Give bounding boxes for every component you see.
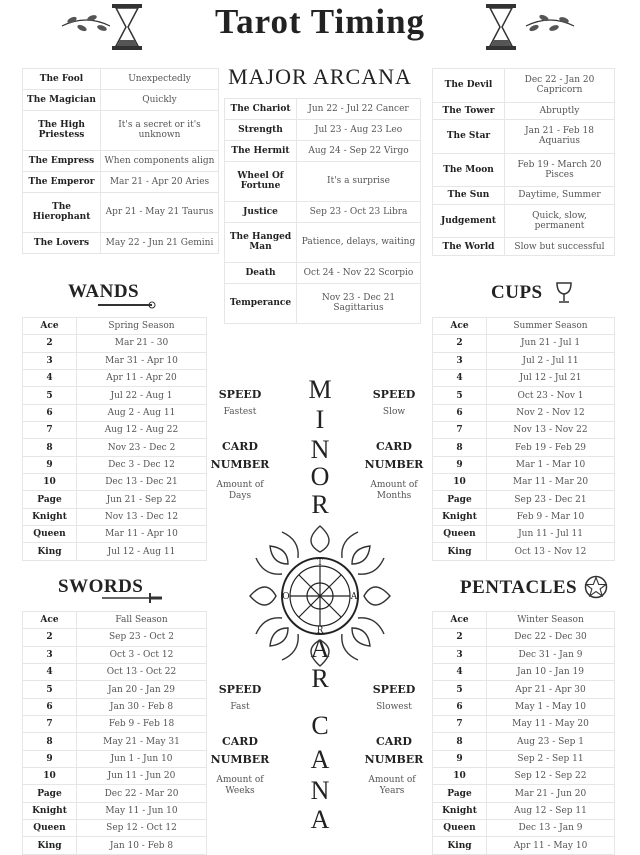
pentacles-card-name: 9	[433, 750, 487, 767]
major-center-row	[225, 140, 421, 161]
swords-card-name: Page	[23, 785, 77, 802]
wands-table	[22, 317, 207, 561]
major-left-row	[23, 89, 219, 110]
cups-speed-label: SPEED	[372, 388, 416, 401]
minor-letter: O	[310, 462, 330, 491]
swords-card-name: 8	[23, 733, 77, 750]
wands-card-name: 10	[23, 474, 77, 491]
pentacles-card-name: Knight	[433, 802, 487, 819]
major-left-card-name: The Lovers	[23, 232, 101, 253]
swords-table	[22, 611, 207, 855]
cups-row	[433, 491, 615, 508]
pentacles-row	[433, 768, 615, 785]
major-left-row	[23, 171, 219, 192]
major-center-timing-value: Jun 22 - Jul 22 Cancer	[297, 99, 421, 120]
wands-card-name: 6	[23, 404, 77, 421]
major-right-card-name: The Sun	[433, 187, 505, 205]
cups-timing-value: Feb 19 - Feb 29	[487, 439, 615, 456]
major-center-row	[225, 99, 421, 120]
major-center-timing-value: Sep 23 - Oct 23 Libra	[297, 201, 421, 222]
cups-timing-value: Mar 11 - Mar 20	[487, 474, 615, 491]
wands-row	[23, 543, 207, 561]
major-left-table	[22, 68, 219, 254]
wands-row	[23, 404, 207, 421]
wheel-letter: R	[316, 626, 324, 636]
major-left-timing-value: May 22 - Jun 21 Gemini	[101, 232, 219, 253]
wands-timing-value: Mar 21 - 30	[77, 335, 207, 352]
swords-speed-value: Fast	[230, 702, 250, 712]
major-center-card-name: Wheel Of Fortune	[225, 161, 297, 201]
pentacles-row	[433, 837, 615, 855]
wands-number-label: NUMBER	[210, 458, 270, 471]
pentacles-timing-value: Dec 22 - Dec 30	[487, 629, 615, 646]
minor-letter: M	[308, 375, 332, 404]
pentacles-card-name: 8	[433, 733, 487, 750]
cups-row	[433, 318, 615, 335]
cups-row	[433, 439, 615, 456]
pentacles-row	[433, 681, 615, 698]
major-center-card-name: Justice	[225, 201, 297, 222]
cups-row	[433, 474, 615, 491]
cups-title: CUPS	[491, 282, 543, 303]
major-left-card-name: The Magician	[23, 89, 101, 110]
major-left-timing-value: Quickly	[101, 89, 219, 110]
wands-row	[23, 508, 207, 525]
wands-timing-value: Mar 31 - Apr 10	[77, 352, 207, 369]
cups-row	[433, 335, 615, 352]
swords-row	[23, 716, 207, 733]
swords-timing-value: Dec 22 - Mar 20	[77, 785, 207, 802]
cups-timing-value: Mar 1 - Mar 10	[487, 456, 615, 473]
pentacles-timing-value: Apr 21 - Apr 30	[487, 681, 615, 698]
major-right-timing-value: Dec 22 - Jan 20 Capricorn	[505, 69, 615, 103]
pentacles-row	[433, 664, 615, 681]
wands-card-name: 3	[23, 352, 77, 369]
pentacles-timing-value: Aug 12 - Sep 11	[487, 802, 615, 819]
wands-card-name: 7	[23, 422, 77, 439]
cups-row	[433, 543, 615, 561]
major-left-row	[23, 69, 219, 90]
pentacles-title: PENTACLES	[460, 577, 578, 598]
major-center-timing-value: It's a surprise	[297, 161, 421, 201]
wands-row	[23, 352, 207, 369]
pentacles-row	[433, 646, 615, 663]
pentacles-row	[433, 733, 615, 750]
cups-table	[432, 317, 615, 561]
swords-timing-value: Feb 9 - Feb 18	[77, 716, 207, 733]
major-center-table	[224, 98, 421, 324]
cups-row	[433, 370, 615, 387]
cups-card-name: 9	[433, 456, 487, 473]
swords-row	[23, 733, 207, 750]
major-center-timing-value: Nov 23 - Dec 21 Sagittarius	[297, 283, 421, 323]
swords-timing-value: Oct 13 - Oct 22	[77, 664, 207, 681]
major-center-timing-value: Jul 23 - Aug 23 Leo	[297, 119, 421, 140]
wands-timing-value: Dec 13 - Dec 21	[77, 474, 207, 491]
major-right-row	[433, 120, 615, 154]
arcana-letter: A	[310, 745, 330, 774]
cups-timing-value: Nov 2 - Nov 12	[487, 404, 615, 421]
swords-number-label: NUMBER	[210, 753, 270, 766]
cups-card-name: King	[433, 543, 487, 561]
major-left-card-name: The Hierophant	[23, 192, 101, 232]
major-left-timing-value: It's a secret or it's unknown	[101, 110, 219, 150]
pentacles-row	[433, 629, 615, 646]
swords-row	[23, 785, 207, 802]
wands-card-name: Ace	[23, 318, 77, 335]
cups-card-label: CARD	[376, 440, 412, 453]
hourglass-icon	[484, 2, 518, 52]
cups-amount: Amount of Months	[370, 480, 418, 501]
wands-timing-value: Spring Season	[77, 318, 207, 335]
major-center-row	[225, 201, 421, 222]
cups-timing-value: Feb 9 - Mar 10	[487, 508, 615, 525]
cups-card-name: 8	[433, 439, 487, 456]
arcana-letter: R	[311, 664, 329, 693]
cups-card-name: 7	[433, 422, 487, 439]
swords-card-name: 6	[23, 698, 77, 715]
wands-card-name: 4	[23, 370, 77, 387]
swords-timing-value: May 11 - Jun 10	[77, 802, 207, 819]
swords-timing-value: Jun 11 - Jun 20	[77, 768, 207, 785]
wands-timing-value: Nov 23 - Dec 2	[77, 439, 207, 456]
pentacles-timing-value: Dec 13 - Jan 9	[487, 820, 615, 837]
cups-card-name: 2	[433, 335, 487, 352]
major-center-row	[225, 262, 421, 283]
wheel-letter: T	[316, 558, 324, 568]
pentacles-timing-value: May 1 - May 10	[487, 698, 615, 715]
wands-timing-value: Aug 2 - Aug 11	[77, 404, 207, 421]
swords-row	[23, 629, 207, 646]
wands-card-label: CARD	[222, 440, 258, 453]
wheel-letter: O	[282, 592, 290, 602]
swords-card-name: King	[23, 837, 77, 855]
wands-row	[23, 370, 207, 387]
wands-row	[23, 456, 207, 473]
pentacles-card-name: 10	[433, 768, 487, 785]
minor-letter: I	[315, 405, 325, 434]
swords-card-name: 9	[23, 750, 77, 767]
major-center-card-name: Strength	[225, 119, 297, 140]
major-center-card-name: Death	[225, 262, 297, 283]
major-left-row	[23, 150, 219, 171]
swords-card-name: 7	[23, 716, 77, 733]
major-right-row	[433, 187, 615, 205]
major-right-timing-value: Feb 19 - March 20 Pisces	[505, 153, 615, 187]
cups-card-name: Page	[433, 491, 487, 508]
pentacles-card-name: 7	[433, 716, 487, 733]
major-right-row	[433, 102, 615, 120]
wands-timing-value: Mar 11 - Apr 10	[77, 526, 207, 543]
major-right-card-name: The Tower	[433, 102, 505, 120]
pentacles-row	[433, 820, 615, 837]
cups-timing-value: Nov 13 - Nov 22	[487, 422, 615, 439]
chalice-icon	[554, 281, 574, 305]
major-center-row	[225, 161, 421, 201]
wands-row	[23, 474, 207, 491]
pentacles-timing-value: Sep 2 - Sep 11	[487, 750, 615, 767]
swords-timing-value: Fall Season	[77, 612, 207, 629]
wands-timing-value: Jul 22 - Aug 1	[77, 387, 207, 404]
pentacles-card-name: King	[433, 837, 487, 855]
minor-letter: R	[311, 490, 329, 519]
cups-row	[433, 526, 615, 543]
pentacles-card-name: 6	[433, 698, 487, 715]
pentacles-timing-value: Aug 23 - Sep 1	[487, 733, 615, 750]
cups-card-name: Ace	[433, 318, 487, 335]
pentacles-timing-value: Apr 11 - May 10	[487, 837, 615, 855]
right-vine-icon	[524, 12, 576, 38]
pentacles-row	[433, 716, 615, 733]
major-right-card-name: The Star	[433, 120, 505, 154]
cups-timing-value: Jun 11 - Jul 11	[487, 526, 615, 543]
wand-icon	[96, 300, 156, 310]
wands-card-name: 5	[23, 387, 77, 404]
pentacles-amount: Amount of Years	[368, 775, 416, 796]
wands-row	[23, 318, 207, 335]
swords-row	[23, 664, 207, 681]
major-center-row	[225, 222, 421, 262]
wands-card-name: Knight	[23, 508, 77, 525]
pentacles-timing-value: Sep 12 - Sep 22	[487, 768, 615, 785]
major-right-card-name: The World	[433, 238, 505, 256]
swords-timing-value: Jan 10 - Feb 8	[77, 837, 207, 855]
pentacles-card-name: Queen	[433, 820, 487, 837]
cups-row	[433, 422, 615, 439]
major-left-row	[23, 232, 219, 253]
major-right-table	[432, 68, 615, 256]
arcana-letter: C	[311, 711, 329, 740]
wands-row	[23, 526, 207, 543]
swords-row	[23, 646, 207, 663]
minor-letter: N	[310, 435, 330, 464]
major-left-card-name: The High Priestess	[23, 110, 101, 150]
wands-card-name: King	[23, 543, 77, 561]
major-right-row	[433, 238, 615, 256]
swords-card-name: 5	[23, 681, 77, 698]
wands-card-name: 8	[23, 439, 77, 456]
major-right-row	[433, 69, 615, 103]
cups-row	[433, 352, 615, 369]
pentacles-timing-value: Mar 21 - Jun 20	[487, 785, 615, 802]
pentacles-row	[433, 698, 615, 715]
major-left-timing-value: Apr 21 - May 21 Taurus	[101, 192, 219, 232]
arcana-letter: A	[310, 634, 330, 663]
wands-timing-value: Nov 13 - Dec 12	[77, 508, 207, 525]
swords-card-name: Queen	[23, 820, 77, 837]
cups-row	[433, 508, 615, 525]
pentacles-speed-label: SPEED	[372, 683, 416, 696]
arcana-letter: N	[310, 776, 330, 805]
cups-row	[433, 404, 615, 421]
pentacles-row	[433, 785, 615, 802]
swords-card-name: 3	[23, 646, 77, 663]
cups-number-label: NUMBER	[364, 458, 424, 471]
cups-timing-value: Summer Season	[487, 318, 615, 335]
swords-timing-value: May 21 - May 31	[77, 733, 207, 750]
swords-row	[23, 698, 207, 715]
major-left-row	[23, 110, 219, 150]
major-center-timing-value: Aug 24 - Sep 22 Virgo	[297, 140, 421, 161]
major-center-card-name: The Hermit	[225, 140, 297, 161]
cups-timing-value: Jun 21 - Jul 1	[487, 335, 615, 352]
swords-timing-value: Jun 1 - Jun 10	[77, 750, 207, 767]
pentacles-number-label: NUMBER	[364, 753, 424, 766]
wands-timing-value: Aug 12 - Aug 22	[77, 422, 207, 439]
swords-row	[23, 837, 207, 855]
pentacles-card-name: Ace	[433, 612, 487, 629]
cups-card-name: Knight	[433, 508, 487, 525]
swords-timing-value: Sep 12 - Oct 12	[77, 820, 207, 837]
cups-timing-value: Jul 2 - Jul 11	[487, 352, 615, 369]
swords-timing-value: Jan 20 - Jan 29	[77, 681, 207, 698]
swords-row	[23, 750, 207, 767]
pentacles-timing-value: Winter Season	[487, 612, 615, 629]
cups-card-name: 3	[433, 352, 487, 369]
pentacles-speed-value: Slowest	[376, 702, 412, 712]
swords-row	[23, 802, 207, 819]
wands-card-name: Page	[23, 491, 77, 508]
wands-row	[23, 491, 207, 508]
major-right-timing-value: Abruptly	[505, 102, 615, 120]
cups-row	[433, 387, 615, 404]
wands-timing-value: Apr 11 - Apr 20	[77, 370, 207, 387]
wands-timing-value: Dec 3 - Dec 12	[77, 456, 207, 473]
swords-timing-value: Oct 3 - Oct 12	[77, 646, 207, 663]
pentacles-row	[433, 750, 615, 767]
pentacles-card-label: CARD	[376, 735, 412, 748]
pentacles-row	[433, 802, 615, 819]
major-left-card-name: The Emperor	[23, 171, 101, 192]
major-left-card-name: The Fool	[23, 69, 101, 90]
cups-timing-value: Oct 23 - Nov 1	[487, 387, 615, 404]
pentacles-timing-value: Dec 31 - Jan 9	[487, 646, 615, 663]
wheel-letter: A	[350, 592, 358, 602]
swords-row	[23, 681, 207, 698]
arcana-letter: A	[310, 805, 330, 834]
cups-speed-value: Slow	[382, 407, 406, 417]
wands-card-name: Queen	[23, 526, 77, 543]
wands-timing-value: Jul 12 - Aug 11	[77, 543, 207, 561]
swords-row	[23, 820, 207, 837]
cups-card-name: 5	[433, 387, 487, 404]
wands-timing-value: Jun 21 - Sep 22	[77, 491, 207, 508]
major-right-card-name: The Devil	[433, 69, 505, 103]
wands-speed-label: SPEED	[218, 388, 262, 401]
major-right-timing-value: Daytime, Summer	[505, 187, 615, 205]
major-center-card-name: The Hanged Man	[225, 222, 297, 262]
major-center-card-name: Temperance	[225, 283, 297, 323]
wands-card-name: 2	[23, 335, 77, 352]
major-arcana-title: MAJOR ARCANA	[228, 64, 412, 89]
major-center-row	[225, 119, 421, 140]
major-center-timing-value: Oct 24 - Nov 22 Scorpio	[297, 262, 421, 283]
swords-card-name: 4	[23, 664, 77, 681]
cups-card-name: 6	[433, 404, 487, 421]
swords-row	[23, 612, 207, 629]
cups-card-name: Queen	[433, 526, 487, 543]
wands-row	[23, 387, 207, 404]
major-right-card-name: Judgement	[433, 204, 505, 238]
swords-card-name: 2	[23, 629, 77, 646]
major-left-card-name: The Empress	[23, 150, 101, 171]
major-right-card-name: The Moon	[433, 153, 505, 187]
pentacles-card-name: 2	[433, 629, 487, 646]
pentacle-icon	[584, 575, 608, 599]
page-title: Tarot Timing	[214, 2, 426, 41]
wheel-of-fortune-icon	[242, 518, 398, 674]
major-center-row	[225, 283, 421, 323]
swords-speed-label: SPEED	[218, 683, 262, 696]
swords-title: SWORDS	[58, 576, 144, 597]
wands-amount: Amount of Days	[216, 480, 264, 501]
swords-card-name: 10	[23, 768, 77, 785]
major-right-row	[433, 204, 615, 238]
cups-timing-value: Sep 23 - Dec 21	[487, 491, 615, 508]
pentacles-card-name: 3	[433, 646, 487, 663]
wands-row	[23, 335, 207, 352]
pentacles-card-name: 4	[433, 664, 487, 681]
major-right-timing-value: Quick, slow, permanent	[505, 204, 615, 238]
pentacles-timing-value: Jan 10 - Jan 19	[487, 664, 615, 681]
cups-timing-value: Oct 13 - Nov 12	[487, 543, 615, 561]
pentacles-row	[433, 612, 615, 629]
major-center-timing-value: Patience, delays, waiting	[297, 222, 421, 262]
swords-row	[23, 768, 207, 785]
major-right-timing-value: Slow but successful	[505, 238, 615, 256]
swords-card-name: Knight	[23, 802, 77, 819]
swords-card-label: CARD	[222, 735, 258, 748]
swords-timing-value: Jan 30 - Feb 8	[77, 698, 207, 715]
cups-card-name: 10	[433, 474, 487, 491]
swords-card-name: Ace	[23, 612, 77, 629]
major-left-timing-value: When components align	[101, 150, 219, 171]
pentacles-card-name: 5	[433, 681, 487, 698]
wands-row	[23, 439, 207, 456]
major-left-row	[23, 192, 219, 232]
swords-amount: Amount of Weeks	[216, 775, 264, 796]
wands-speed-value: Fastest	[223, 407, 257, 417]
major-left-timing-value: Unexpectedly	[101, 69, 219, 90]
cups-row	[433, 456, 615, 473]
cups-timing-value: Jul 12 - Jul 21	[487, 370, 615, 387]
pentacles-card-name: Page	[433, 785, 487, 802]
cups-card-name: 4	[433, 370, 487, 387]
major-left-timing-value: Mar 21 - Apr 20 Aries	[101, 171, 219, 192]
swords-timing-value: Sep 23 - Oct 2	[77, 629, 207, 646]
major-center-card-name: The Chariot	[225, 99, 297, 120]
sword-icon	[100, 592, 164, 604]
wands-title: WANDS	[68, 281, 140, 302]
major-right-timing-value: Jan 21 - Feb 18 Aquarius	[505, 120, 615, 154]
pentacles-table	[432, 611, 615, 855]
wands-card-name: 9	[23, 456, 77, 473]
major-right-row	[433, 153, 615, 187]
wands-row	[23, 422, 207, 439]
pentacles-timing-value: May 11 - May 20	[487, 716, 615, 733]
